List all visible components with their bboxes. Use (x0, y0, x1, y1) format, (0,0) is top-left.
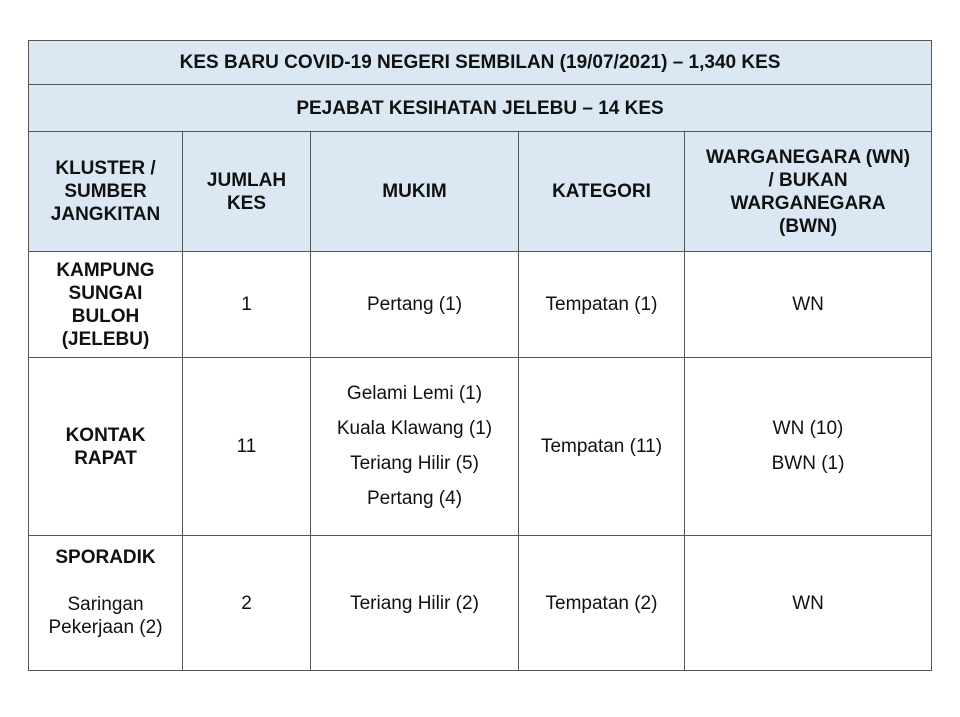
header-citizenship-line: (BWN) (779, 215, 838, 237)
header-citizenship (685, 132, 932, 252)
mukim-cell (311, 358, 519, 536)
cluster-cell (29, 536, 183, 671)
count-cell: 1 (183, 252, 311, 358)
header-category: KATEGORI (519, 132, 685, 252)
table-row (29, 358, 932, 536)
mukim-line: Gelami Lemi (1) (346, 383, 483, 404)
header-cluster-line: SUMBER (64, 181, 147, 202)
cluster-cell (29, 358, 183, 536)
mukim-cell: Teriang Hilir (2) (311, 536, 519, 671)
header-cluster-line: KLUSTER / (55, 158, 156, 179)
header-count-line: JUMLAH (206, 169, 287, 191)
mukim-line: Pertang (4) (366, 488, 463, 509)
header-count (183, 132, 311, 252)
cluster-line: (JELEBU) (61, 328, 150, 350)
mukim-line: Kuala Klawang (1) (336, 418, 493, 439)
table-subtitle: PEJABAT KESIHATAN JELEBU – 14 KES (29, 85, 932, 132)
header-cluster-line: JANGKITAN (50, 204, 161, 225)
cluster-sub-line: Pekerjaan (2) (48, 617, 163, 638)
mukim-cell: Pertang (1) (311, 252, 519, 358)
cluster-title: SPORADIK (55, 547, 156, 568)
table-row (29, 252, 932, 358)
citizenship-line: WN (10) (772, 418, 844, 439)
header-citizenship-line: / BUKAN (768, 169, 848, 191)
header-citizenship-line: WARGANEGARA (730, 192, 886, 214)
citizenship-cell: WN (685, 536, 932, 671)
category-cell: Tempatan (2) (519, 536, 685, 671)
category-cell: Tempatan (1) (519, 252, 685, 358)
cluster-cell (29, 252, 183, 358)
header-mukim: MUKIM (311, 132, 519, 252)
mukim-line: Teriang Hilir (5) (350, 453, 479, 474)
header-citizenship-line: WARGANEGARA (WN) (706, 146, 911, 168)
table-title: KES BARU COVID-19 NEGERI SEMBILAN (19/07/2021) – 1,340 KES (29, 41, 932, 85)
category-cell: Tempatan (11) (519, 358, 685, 536)
count-cell: 2 (183, 536, 311, 671)
citizenship-cell: WN (685, 252, 932, 358)
covid-case-table (28, 40, 932, 671)
cluster-line: BULOH (71, 305, 140, 327)
cluster-sub-line: Saringan (67, 594, 144, 615)
header-cluster (29, 132, 183, 252)
header-row (29, 132, 932, 252)
citizenship-cell (685, 358, 932, 536)
count-cell: 11 (183, 358, 311, 536)
header-count-line: KES (226, 192, 267, 214)
cluster-line: KONTAK (65, 424, 146, 446)
cluster-line: KAMPUNG (56, 259, 155, 281)
citizenship-line: BWN (1) (771, 453, 845, 474)
table-row (29, 536, 932, 671)
cluster-line: SUNGAI (68, 282, 143, 304)
covid-case-table-sheet (28, 40, 931, 671)
cluster-line: RAPAT (74, 447, 137, 469)
